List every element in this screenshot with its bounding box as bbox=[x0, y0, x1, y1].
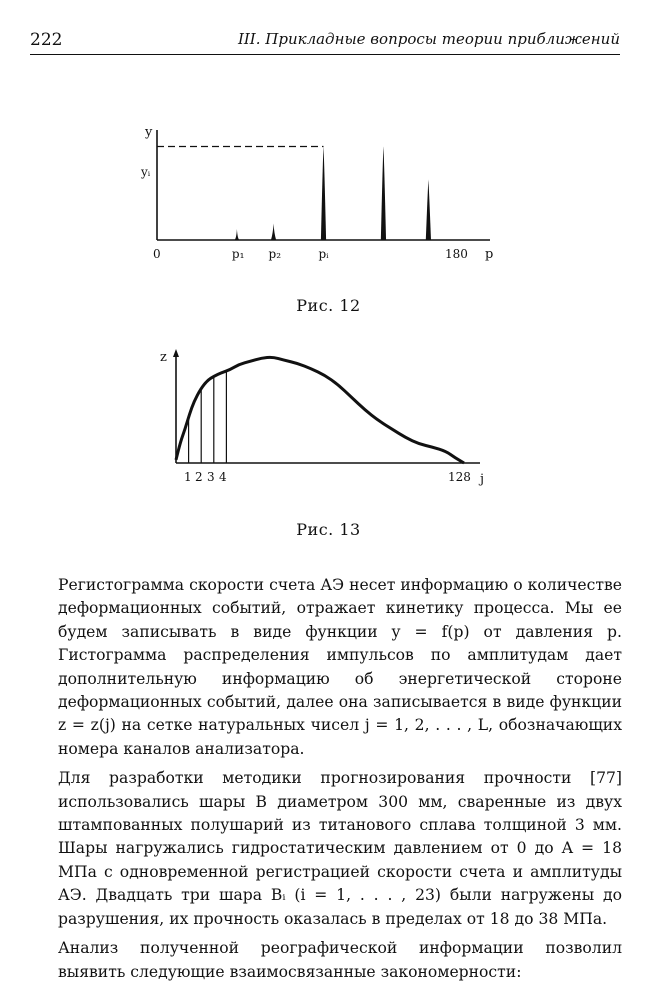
tick-label: 4 bbox=[219, 470, 227, 484]
y-axis-arrow bbox=[173, 349, 179, 357]
tick-label: 180 bbox=[445, 247, 468, 261]
peak-4 bbox=[381, 147, 386, 241]
figure-12-chart bbox=[135, 118, 515, 268]
figure-12-caption: Рис. 12 bbox=[296, 296, 361, 315]
peak-3 bbox=[321, 147, 326, 241]
x-axis-label: j bbox=[480, 472, 485, 487]
y-axis-label: z bbox=[160, 350, 167, 365]
peak-1 bbox=[234, 229, 239, 240]
distribution-curve bbox=[176, 357, 464, 463]
header-rule bbox=[30, 54, 620, 55]
page-header bbox=[30, 30, 620, 54]
figure-13 bbox=[150, 345, 500, 490]
peak-2 bbox=[271, 224, 276, 241]
figure-12 bbox=[135, 118, 515, 268]
tick-label: p₂ bbox=[268, 247, 282, 261]
figure-13-caption: Рис. 13 bbox=[296, 520, 361, 539]
tick-label: pᵢ bbox=[318, 247, 329, 261]
paragraph: Регистограмма скорости счета АЭ несет информацию о количестве деформационных событий, отражает кинетику процесса. Мы ее будем записывать в виде функции y = f(p) от давления p. Гистограмма распределения импульсов по амплитудам дает дополнительную информацию об энергетической стороне деформационных событий, далее она записывается в виде функции z = z(j) на сетке натуральных чисел j = 1, 2, . . . , L, обозначающих номера каналов анализатора. bbox=[58, 576, 622, 758]
tick-label: 128 bbox=[448, 470, 471, 484]
tick-label: 1 bbox=[184, 470, 192, 484]
x-axis-label: p bbox=[485, 247, 494, 262]
tick-label: p₁ bbox=[231, 247, 245, 261]
tick-label: 3 bbox=[207, 470, 215, 484]
tick-label: 2 bbox=[195, 470, 203, 484]
paragraph: Анализ полученной реографической информации позволил выявить следующие взаимосвязанные закономерности: bbox=[58, 939, 622, 981]
peak-5 bbox=[426, 180, 431, 241]
paragraph: Для разработки методики прогнозирования прочности [77] использовались шары B диаметром 300 мм, сваренные из двух штампованных полушарий из титанового сплава толщиной 3 мм. Шары нагружались гидростатическим давлением от 0 до A = 18 МПа с одновременной регистрацией скорости счета и амплитуды АЭ. Двадцать три шара Bᵢ (i = 1, . . . , 23) были нагружены до разрушения, их прочность оказалась в пределах от 18 до 38 МПа. bbox=[58, 769, 622, 928]
page-number: 222 bbox=[30, 30, 63, 50]
body-text bbox=[58, 574, 622, 990]
y-axis-label: y bbox=[145, 125, 153, 140]
running-title: III. Прикладные вопросы теории приближений bbox=[237, 30, 620, 48]
figure-13-chart bbox=[150, 345, 500, 490]
tick-label: 0 bbox=[153, 247, 161, 261]
level-label: yᵢ bbox=[141, 165, 151, 179]
